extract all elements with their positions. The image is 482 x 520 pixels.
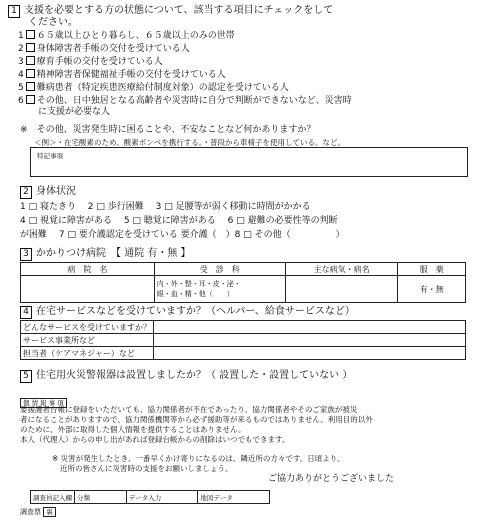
s2-row1[interactable]: 1 □ 寝たきり 2 □ 歩行困難 3 □ 足腰等が弱く移動に時間がかかる — [20, 202, 311, 212]
s2-row2[interactable]: 4 □ 視覚に障害がある 5 □ 聴覚に障害がある 6 □ 避難の必要性等の判断 — [20, 216, 338, 226]
privacy-line-4: 本人（代理人）からの申し出があれば登録台帳からの削除はいつでもできます。 — [20, 435, 290, 444]
checkbox — [26, 30, 35, 39]
hospital-cell[interactable] — [21, 276, 155, 303]
section5-number: 5 — [20, 370, 32, 383]
service-row-label: サービス事業所など — [21, 334, 154, 347]
privacy-tag: 個 情 報 事 項 — [20, 390, 67, 409]
footer-cell-2[interactable]: 分類 — [75, 491, 127, 504]
col-disease: 主な病気・病名 — [285, 263, 398, 276]
special-notes-box[interactable] — [30, 147, 468, 177]
section4-number: 4 — [20, 306, 32, 319]
footer-cell-3[interactable]: データ入力 — [126, 491, 198, 504]
footer-cell-4[interactable]: 地図データ — [198, 491, 270, 504]
section5-heading: 5 住宅用火災警報器は設置しましたか？（ 設置した・設置していない ） — [20, 370, 352, 383]
closing-line-2: 近所の皆さんに災害時の支援をお願いしましょう。 — [60, 464, 233, 473]
s1-item-5[interactable]: 5 難病患者（特定疾患医療給付制度対象）の認定を受けている人 — [18, 83, 289, 93]
section3-number: 3 — [20, 248, 32, 261]
hospital-table — [20, 262, 466, 303]
service-table — [20, 320, 466, 360]
page-label: 調査票 裏 — [20, 507, 56, 517]
closing-line-1: ※ 災害が発生したとき、一番早くかけ寄りになるのは、隣近所の方々です。日頃より、 — [52, 454, 345, 463]
service-row-label: どんなサービスを受けていますか？ — [21, 321, 154, 334]
checkbox — [26, 56, 35, 65]
section1-heading-cont: ください。 — [28, 17, 78, 28]
section1-heading: 1 支援を必要とする方の状態について、該当する項目にチェックをして — [8, 5, 333, 18]
section1-number: 1 — [8, 5, 20, 18]
privacy-line-3: のために、外部に取得した個人情報を提供することはありません。 — [20, 425, 246, 434]
dept-cell[interactable]: 内・外・整・耳・皮・泌・ 眼・血・精・他（ ） — [154, 276, 285, 303]
closing-thanks: ご協力ありがとうございました — [268, 474, 395, 484]
s1-item-6-cont: に支援が必要な人 — [38, 107, 111, 117]
page-side: 裏 — [43, 507, 56, 517]
s1-note: ※ その他、災害発生時に困ることや、不安なことなど何かありますか？ — [20, 125, 316, 135]
med-cell[interactable]: 有・無 — [398, 276, 466, 303]
section4-heading: 4 在宅サービスなどを受けていますか？（ヘルパー、給食サービスなど） — [20, 306, 355, 319]
s2-row3[interactable]: が困難 7 □ 要介護認定を受けている 要介護（ ）8 □ その他（ ） — [20, 230, 345, 240]
privacy-line-2: 者になることがありますので、協力関係機関等から必ず援助等が来るものではありません。利用目的以外 — [20, 415, 373, 424]
special-notes-label: 特記事項 — [37, 152, 63, 160]
privacy-line-1: 要援護者台帳に登録をいただいても、協力関係者が不在であったり、協力関係者やそのご家族が被災 — [20, 405, 358, 414]
section2-heading: 2 身体状況 — [20, 186, 76, 199]
col-dept: 受 診 科 — [154, 263, 285, 276]
disease-cell[interactable] — [285, 276, 398, 303]
section3-heading: 3 かかりつけ病院 【 通院 有・無 】 — [20, 248, 191, 261]
s1-item-6[interactable]: 6 その他、日中独居となる高齢者や災害時に自分で判断ができないなど、災害時 — [18, 96, 352, 106]
footer-table — [30, 490, 270, 504]
col-hospital: 病 院 名 — [21, 263, 155, 276]
service-row-value[interactable] — [154, 321, 466, 334]
section2-number: 2 — [20, 186, 32, 199]
checkbox — [26, 69, 35, 78]
service-row-value[interactable] — [154, 334, 466, 347]
s1-item-2[interactable]: 2 身体障害者手帳の交付を受けている人 — [18, 44, 190, 54]
checkbox — [26, 95, 35, 104]
s1-item-4[interactable]: 4 精神障害者保健福祉手帳の交付を受けている人 — [18, 70, 226, 80]
col-med: 服 薬 — [398, 263, 466, 276]
service-row-label: 担当者（ケアマネジャー）など — [21, 347, 154, 360]
checkbox — [26, 82, 35, 91]
s1-item-3[interactable]: 3 療育手帳の交付を受けている人 — [18, 57, 163, 67]
footer-cell-1: 調査員記入欄 — [31, 491, 75, 504]
s1-item-1[interactable]: 1 ６５歳以上ひとり暮らし、６５歳以上のみの世帯 — [18, 31, 235, 41]
service-row-value[interactable] — [154, 347, 466, 360]
s1-example: ＜例＞・在宅酸素のため、酸素ボンベを携行する。・普段から車椅子を使用している。など。 — [34, 138, 345, 147]
checkbox — [26, 43, 35, 52]
